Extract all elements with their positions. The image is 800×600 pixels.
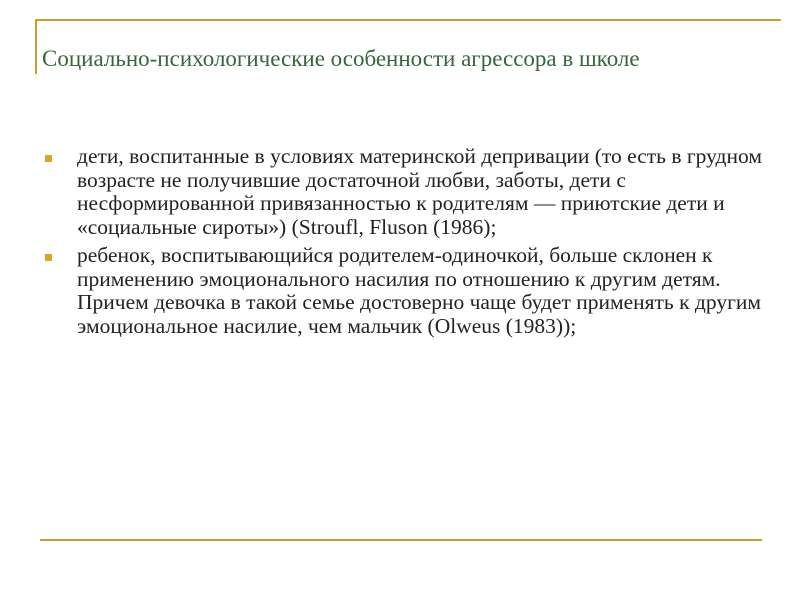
bullet-item [42, 145, 762, 239]
square-bullet-icon [45, 254, 52, 261]
bullet-text: ребенок, воспитывающийся родителем-одиночкой, больше склонен к применению эмоционального насилия по отношению к другим детям. Причем девочка в такой семье достоверно чаще будет применять к другим эмоциональное насилие, чем мальчик (Olweus (1983)); [77, 243, 762, 338]
bullet-item [42, 244, 762, 338]
top-border-line [35, 19, 781, 21]
slide-title: Социально-психологические особенности агрессора в школе [42, 46, 640, 71]
bullet-text: дети, воспитанные в условиях материнской депривации (то есть в грудном возрасте не получившие достаточной любви, заботы, дети с несформированной привязанностью к родителям — приютские дети и «социальные сироты») (Stroufl, Fluson (1986); [77, 144, 762, 239]
bullet-list [42, 145, 762, 343]
bottom-border-line [40, 539, 762, 541]
square-bullet-icon [45, 155, 52, 162]
left-border-line [35, 19, 37, 74]
